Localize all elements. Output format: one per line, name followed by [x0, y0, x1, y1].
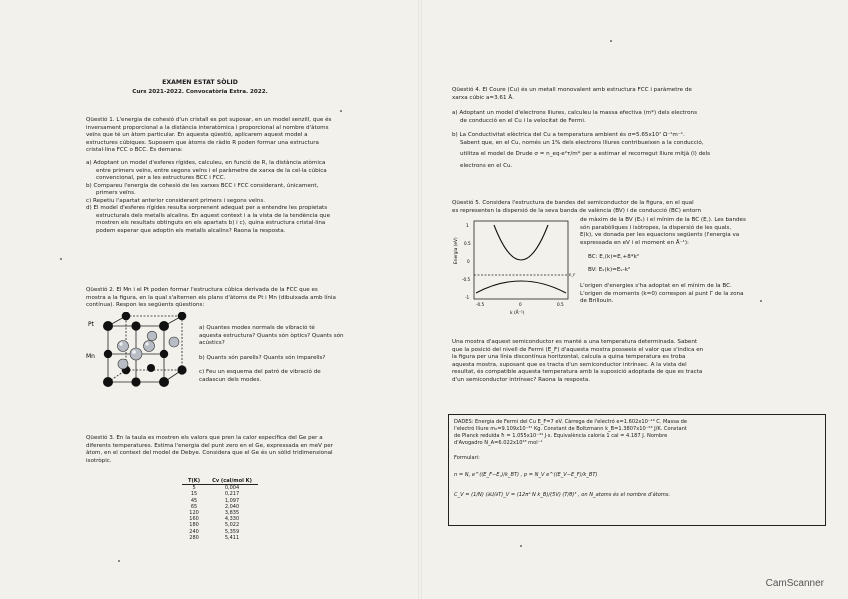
q5-side-line: E(k), ve donada per les equacions següents (l'energia va	[580, 232, 740, 238]
q1b-line: primers veïns.	[96, 190, 136, 196]
scan-speck	[520, 545, 522, 547]
q5-origin-line: de Brillouin.	[580, 298, 614, 304]
q1d-line: d) El model d'esferes rígides resulta sorprenent adequat per a entendre les propietats	[86, 205, 328, 211]
y-tick-label: -0.5	[462, 277, 471, 282]
formula-carriers: n = N꜀ e^((E_F−E꜀)/k_BT) , p = N_V e^((E_V−E_F)/k_BT)	[454, 472, 598, 478]
q2c-line: cadascun dels modes.	[199, 376, 262, 383]
q1d-line: mostren els resultats obtinguts en els apartats b) i c), quina estructura cristal·lina	[96, 220, 326, 226]
q2-line: Qüestió 2. El Mn i el Pt poden formar l'estructura cúbica derivada de la FCC que es	[86, 287, 318, 293]
q1a-line: entre primers veïns, entre segons veïns i el paràmetre de xarxa de la cel·la cúbica	[96, 167, 327, 174]
table-cell: 280	[189, 534, 199, 541]
q1-line: inversament proporcional a la distància interatòmica i proporcional al nombre d'àtoms	[86, 124, 329, 131]
q1c-line: c) Repetiu l'apartat anterior considerant primers i segons veïns.	[86, 197, 266, 204]
table-cell: 5	[192, 485, 196, 492]
mn-label: Mn	[86, 353, 95, 360]
exam-title: EXAMEN ESTAT SÒLID	[162, 79, 238, 86]
q1-line: veïns que té un àtom particular. En aquesta qüestió, aplicarem aquest model a	[86, 132, 308, 138]
q3-line: isotròpic.	[86, 457, 112, 464]
q2a-line: acústics?	[199, 340, 225, 346]
q2-line: contínua). Respon les següents qüestions:	[86, 302, 205, 308]
q5-origin-line: L'origen d'energies s'ha adoptat en el mínim de la BC.	[580, 283, 732, 289]
table-cell: 5,359	[224, 528, 240, 535]
q5-bottom-line: resultat, és compatible aquesta temperatura amb la suposició adoptada de que es tracta	[452, 369, 703, 375]
table-cell: 1,097	[224, 497, 240, 504]
q1b-line: b) Compareu l'energia de cohesió de les xarxes BCC i FCC considerant, únicament,	[86, 182, 319, 189]
x-tick-label: 0	[519, 302, 522, 307]
table-cell: 5,411	[224, 534, 240, 541]
q3-line: àtom, en el context del model de Debye. Considera que el Ge és un sòlid tridimensional	[86, 450, 333, 456]
data-line: d'Avogadro N_A=6.022x10²³ mol⁻¹	[454, 440, 543, 446]
q2a-line: a) Quantes modes normals de vibració té	[199, 325, 315, 331]
q2b-line: b) Quants són parells? Quants són imparells?	[199, 355, 326, 361]
q4a-line: a) Adoptant un model d'electrons lliures, calculeu la massa efectiva (m*) dels electrons	[452, 110, 698, 116]
table-header-cv: Cv (cal/mol K)	[206, 478, 258, 485]
camscanner-watermark: CamScanner	[765, 578, 824, 589]
table-cell: 180	[189, 522, 199, 529]
data-line: l'electró lliure m₀=9.109x10⁻³¹ Kg. Constant de Boltzmann k_B=1.3807x10⁻²³ J/K. Constant	[454, 426, 687, 432]
q5-bottom-line: aquesta mostra, suposant que es tracta d'un semiconductor intrínsec. A la vista del	[452, 361, 687, 368]
q5-side-line: són parabòliques i isòtropes, la dispersió de les quals,	[580, 224, 732, 231]
q3-line: Qüestió 3. En la taula es mostren els valors que pren la calor específica del Ge per a	[86, 435, 323, 441]
q4b-line: b) La Conductivitat elèctrica del Cu a temperatura ambient és σ=5.65x10⁷ Ω⁻¹m⁻¹.	[452, 132, 685, 138]
y-tick-label: -1	[465, 295, 470, 300]
table-cell: 120	[189, 510, 199, 517]
y-axis-label: Energia (eV)	[454, 237, 459, 264]
q5-bottom-line: d'un semiconductor intrínsec? Raona la resposta.	[452, 376, 591, 383]
scan-speck	[118, 560, 120, 562]
x-tick-label: 0.5	[557, 302, 564, 307]
table-cell: 4,330	[224, 516, 240, 523]
table-cell: 15	[190, 491, 198, 498]
q4b-line: electrons en el Cu.	[460, 163, 513, 169]
table-cell: 2,040	[224, 503, 240, 510]
q5-bottom-line: Una mostra d'aquest semiconductor es manté a una temperatura determinada. Sabent	[452, 339, 698, 345]
scan-speck	[340, 110, 342, 112]
mnpt-crystal-figure	[86, 312, 198, 408]
q3-line: diferents temperatures. Estima l'energia del punt zero en el Ge, expressada en meV per	[86, 442, 334, 449]
data-box	[448, 414, 826, 526]
table-header-temperature: T(K)	[182, 478, 206, 485]
q5-bottom-line: la figura per una línia discontínua horitzontal, calcula a quina temperatura es troba	[452, 354, 686, 360]
table-cell: 5,022	[224, 522, 240, 529]
q2c-line: c) Feu un esquema del patró de vibració de	[199, 369, 321, 375]
fermi-level-label: E_F	[569, 272, 576, 277]
table-cell: 160	[189, 516, 199, 523]
q1-line: cristal·lina FCC o BCC. Es demana:	[86, 147, 183, 153]
q1-line: estructures cúbiques. Suposem que àtoms de ràdio R poden formar una estructura	[86, 139, 319, 146]
q2-line: mostra a la figura, en la qual s'alternen els plans d'àtoms de Pt i Mn (dibuixada amb línia	[86, 294, 336, 301]
table-cell: 0,004	[224, 485, 240, 492]
q5-side-line: expressada en eV i el moment en Å⁻¹):	[580, 239, 689, 246]
exam-subtitle: Curs 2021-2022. Convocatòria Extra. 2022.	[132, 89, 268, 95]
table-header-row	[182, 478, 258, 485]
x-tick-label: -0.5	[476, 302, 485, 307]
q2a-line: aquesta estructura? Quants són òptics? Quants són	[199, 332, 344, 339]
q1-line: Qüestió 1. L'energia de cohesió d'un cristall es pot suposar, en un model senzill, que és	[86, 117, 332, 123]
formulari-label: Formulari:	[454, 455, 480, 461]
q1a-line: convencional, per a les estructures BCC i FCC.	[96, 175, 226, 181]
q4b-line: utilitza el model de Drude σ = n_eq·e²τ/m* per a estimar el recorregut lliure mitjà (l) dels	[460, 151, 711, 157]
q1d-line: podem esperar que adoptin els metalls alcalins? Raona la resposta.	[96, 227, 286, 234]
valence-band-curve	[476, 281, 566, 293]
table-row	[182, 535, 258, 541]
table-cell: 45	[190, 497, 198, 504]
right-page	[422, 0, 848, 599]
scan-speck	[760, 300, 762, 302]
q5-line: Qüestió 5. Considera l'estructura de bandes del semiconductor de la figura, en el qual	[452, 200, 694, 206]
pt-label: Pt	[88, 321, 94, 328]
bv-equation: BV: Eᵥ(k)=Eᵥ-k²	[588, 267, 631, 273]
q4a-line: de conducció en el Cu i la velocitat de Fermi.	[460, 117, 586, 124]
left-page	[0, 0, 420, 599]
x-axis-label: k (Å⁻¹)	[510, 311, 525, 316]
scan-speck	[60, 258, 62, 260]
y-tick-label: 0.5	[464, 241, 471, 246]
q4b-line: Sabent que, en el Cu, només un 1% dels electrons lliures contribueixen a la conducció,	[460, 139, 704, 146]
band-structure-figure	[452, 217, 576, 321]
table-cell: 240	[189, 528, 199, 535]
conduction-band-curve	[494, 225, 548, 260]
q1a-line: a) Adoptant un model d'esferes rígides, calculeu, en funció de R, la distància atòmica	[86, 160, 326, 166]
q1d-line: estructurals dels metalls alcalins. En aquest context i a la vista de la tendència que	[96, 212, 331, 219]
table-cell: 65	[190, 503, 198, 510]
bc-equation: BC: E꜀(k)=E꜀+8*k²	[588, 254, 640, 260]
q5-side-line: de màxim de la BV (Eᵥ) i el mínim de la BC (E꜀). Les bandes	[580, 217, 746, 223]
q5-origin-line: L'origen de moments (k=0) correspon al punt Γ de la zona	[580, 290, 744, 297]
q4-line: xarxa cúbic a=3.61 Å.	[452, 94, 514, 101]
table-cell: 3,835	[224, 510, 240, 517]
data-line: de Planck reduïda ħ = 1.055x10⁻³⁴ J·s. Equivalència caloria 1 cal = 4.187 J. Nombre	[454, 433, 668, 439]
q5-line: es representen la dispersió de la seva banda de valència (BV) i de conducció (BC) entorn	[452, 207, 702, 214]
data-line: DADES: Energia de Fermi del Cu E_F=7 eV. Càrrega de l'electró e=1.602x10⁻¹⁹ C. Massa de	[454, 419, 687, 425]
table-row	[182, 485, 258, 492]
scan-speck	[610, 40, 612, 42]
table-cell: 0,217	[224, 491, 240, 498]
formula-debye-cv: C_V = (1/N) (∂U/∂T)_V = (12π⁴ N k_B)/(5V) (T/θ)³ , on N_atoms és el nombre d'àtoms.	[454, 492, 671, 498]
q5-bottom-line: que la posició del nivell de Fermi (E_F) d'aquesta mostra posseeix el valor que s'indica en	[452, 346, 704, 353]
q4-line: Qüestió 4. El Coure (Cu) és un metall monovalent amb estructura FCC i paràmetre de	[452, 87, 692, 93]
y-tick-label: 1	[466, 223, 469, 228]
y-tick-label: 0	[467, 259, 470, 264]
ge-specific-heat-table	[182, 478, 258, 541]
